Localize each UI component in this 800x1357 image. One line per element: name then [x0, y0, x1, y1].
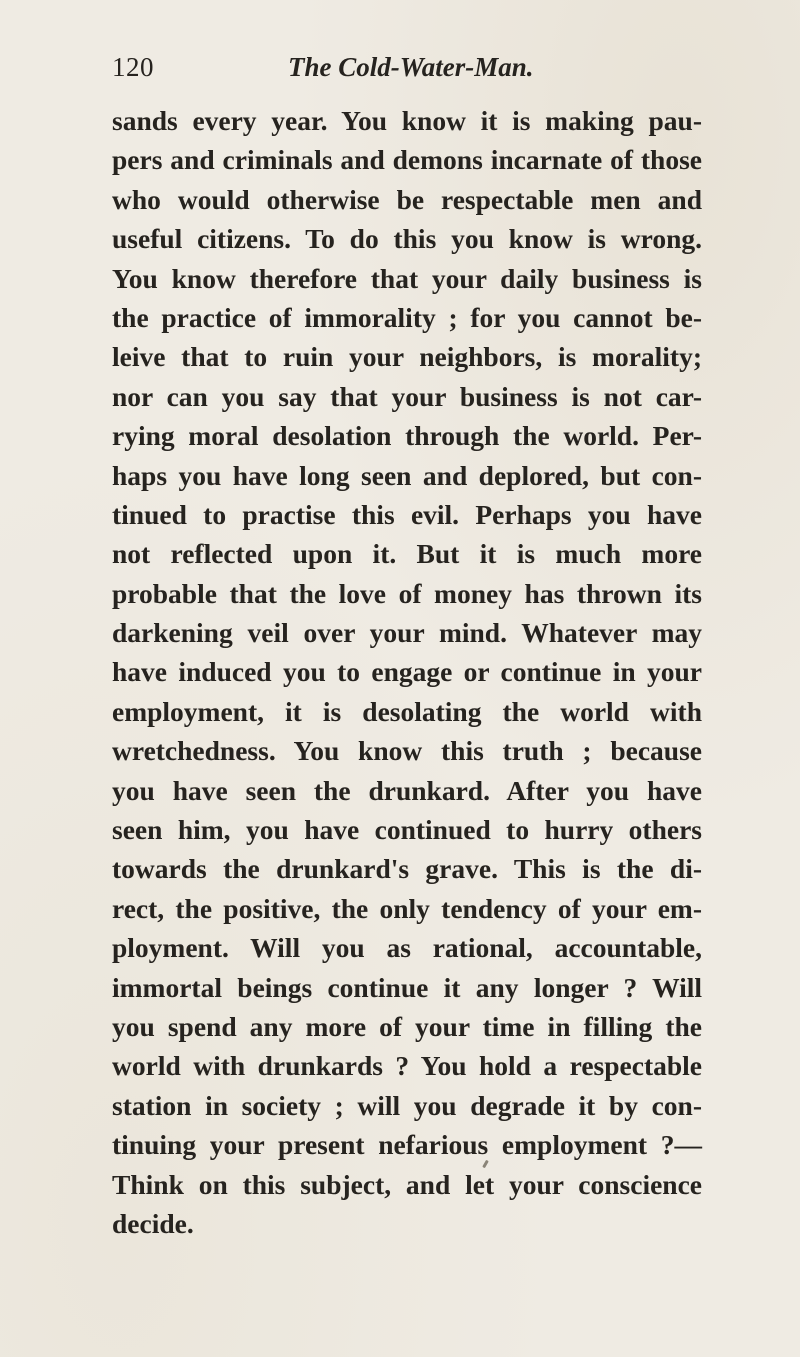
text-line: employment, it is desolating the world with: [112, 695, 702, 727]
text-line: who would otherwise be respectable men and: [112, 183, 702, 215]
text-line: ployment. Will you as rational, accountable,: [112, 932, 702, 964]
text-line: nor can you say that your business is not car-: [112, 380, 702, 412]
text-line: have induced you to engage or continue in your: [112, 656, 702, 688]
text-line: useful citizens. To do this you know is wrong.: [112, 223, 702, 255]
text-line: world with drunkards ? You hold a respectable: [112, 1050, 702, 1082]
page-header: [112, 52, 712, 92]
running-title: The Cold-Water-Man.: [288, 52, 534, 82]
body-text: [112, 101, 702, 1243]
text-line: darkening veil over your mind. Whatever may: [112, 617, 702, 649]
text-line: You know therefore that your daily business is: [112, 262, 702, 294]
text-line: haps you have long seen and deplored, but con-: [112, 459, 702, 491]
text-line: rying moral desolation through the world. Per-: [112, 420, 702, 452]
text-line: pers and criminals and demons incarnate of those: [112, 144, 702, 176]
text-line: not reflected upon it. But it is much more: [112, 538, 702, 570]
text-line: immortal beings continue it any longer ? Will: [112, 971, 702, 1003]
text-line-last: decide.: [112, 1207, 194, 1239]
text-line: rect, the positive, the only tendency of your em-: [112, 892, 702, 924]
text-line: tinuing your present nefarious employment ?—: [112, 1129, 702, 1161]
text-line: towards the drunkard's grave. This is the di-: [112, 853, 702, 885]
text-line: Think on this subject, and let your conscience: [112, 1168, 702, 1200]
text-line: sands every year. You know it is making pau-: [112, 105, 702, 136]
page-number: 120: [112, 52, 154, 82]
text-line: you have seen the drunkard. After you have: [112, 774, 702, 806]
text-line: probable that the love of money has thrown its: [112, 577, 702, 609]
text-line: tinued to practise this evil. Perhaps you have: [112, 498, 702, 530]
text-line: wretchedness. You know this truth ; because: [112, 735, 702, 767]
text-line: the practice of immorality ; for you cannot be-: [112, 301, 702, 333]
text-line: seen him, you have continued to hurry others: [112, 814, 702, 846]
text-line: you spend any more of your time in filling the: [112, 1010, 702, 1042]
text-line: station in society ; will you degrade it by con-: [112, 1089, 702, 1121]
text-line: leive that to ruin your neighbors, is morality;: [112, 341, 702, 373]
